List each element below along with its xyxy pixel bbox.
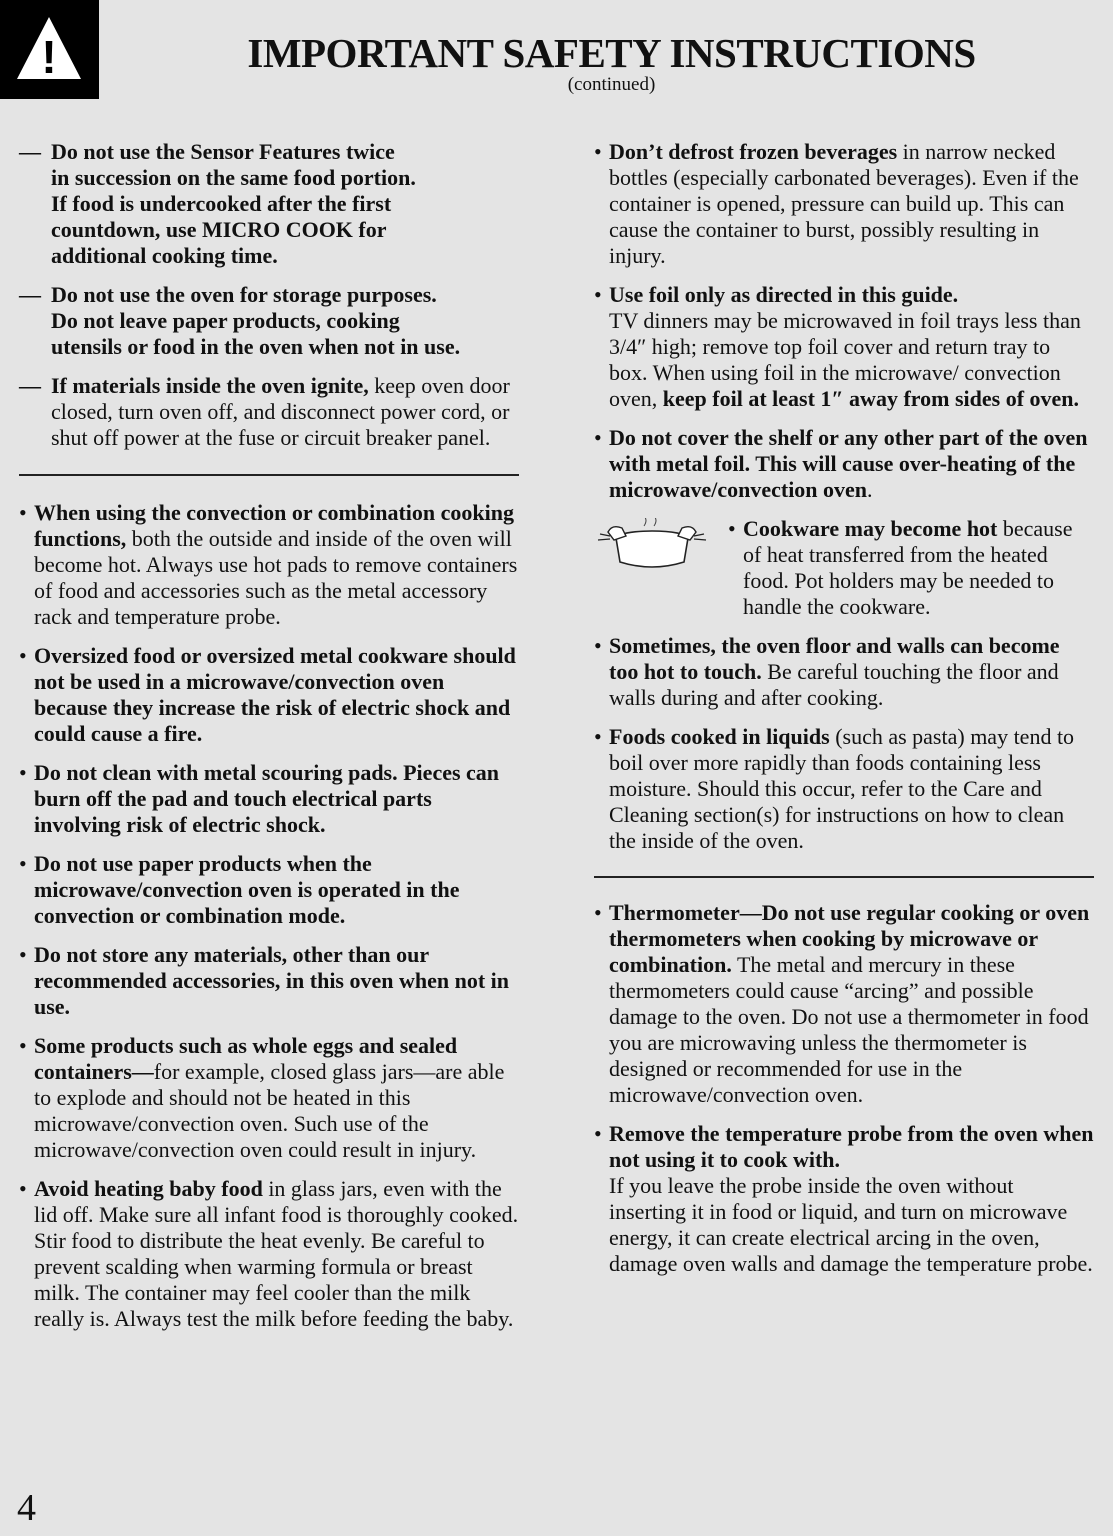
bullet-text: Be careful touching the floor and walls during and after cooking. (609, 659, 1059, 710)
bullet-oversized-food (19, 643, 519, 747)
hot-pot-icon (596, 518, 708, 570)
section-divider (19, 474, 519, 476)
bullet-convection-hot (19, 500, 519, 630)
bullet-mark: • (594, 1121, 602, 1146)
bullet-mark: • (19, 942, 27, 967)
bullet-store-materials (19, 942, 519, 1020)
bullet-text: in glass jars, even with the lid off. Make sure all infant food is thoroughly cooked. Stir food to distribute the heat evenly. Be careful to prevent scalding when warming formula or breast milk. The container may feel cooler than the milk really is. Always test the milk before feeding the baby. (34, 1176, 519, 1331)
dash-mark: — (19, 373, 41, 398)
warning-symbol: ! (41, 31, 57, 83)
dash-item-ignite (19, 373, 519, 451)
bullet-mark: • (594, 425, 602, 450)
warning-badge (0, 0, 99, 99)
bullet-bold: Avoid heating baby food (34, 1176, 263, 1201)
bullet-mark: • (594, 724, 602, 749)
dash-line: additional cooking time. (51, 243, 278, 268)
bullet-bold: Foods cooked in liquids (609, 724, 830, 749)
bullet-text: The metal and mercury in these thermometers could cause “arcing” and possible damage to the oven. Do not use a thermometer in food you are microwaving unless the thermometer is designed or recommended for use in the microwave/convection oven. (609, 952, 1089, 1107)
bullet-foods-in-liquids (594, 724, 1094, 854)
bullet-bold-trailing: keep foil at least 1″ away from sides of oven. (662, 386, 1080, 411)
bullet-bold: Use foil only as directed in this guide. (609, 282, 959, 307)
bullet-bold: Oversized food or oversized metal cookware should not be used in a microwave/convection oven because they increase the risk of electric shock and could cause a fire. (34, 643, 516, 746)
bullet-mark: • (19, 851, 27, 876)
bullet-baby-food (19, 1176, 519, 1332)
bullet-paper-products (19, 851, 519, 929)
bullet-sealed-containers (19, 1033, 519, 1163)
bullet-text: in narrow necked bottles (especially carbonated beverages). Even if the container is opened, pressure can build up. This can cause the container to burst, possibly resulting in injury. (609, 139, 1079, 268)
bullet-bold: Don’t defrost frozen beverages (609, 139, 898, 164)
section-divider (594, 876, 1094, 878)
bullet-mark: • (19, 1176, 27, 1201)
dash-line: Do not use the Sensor Features twice (51, 139, 395, 164)
dash-mark: — (19, 282, 41, 307)
bullet-bold: Cookware may become hot (743, 516, 998, 541)
bullet-text: (such as pasta) may tend to boil over more rapidly than foods containing less moisture. Should this occur, refer to the Care and Cleaning section(s) for instructions on how to clean the inside of the oven. (609, 724, 1075, 853)
page-subtitle: (continued) (567, 74, 656, 95)
bullet-bold: When using the convection or combination cooking functions, (34, 500, 514, 551)
bullet-bold: Some products such as whole eggs and sealed containers— (34, 1033, 458, 1084)
bullet-mark: • (594, 900, 602, 925)
bullet-mark: • (19, 1033, 27, 1058)
bullet-bold: Thermometer—Do not use regular cooking or oven thermometers when cooking by microwave or combination. (609, 900, 1090, 977)
warning-triangle-icon (15, 15, 83, 83)
bullet-text: . (867, 477, 873, 502)
page-title: IMPORTANT SAFETY INSTRUCTIONS (247, 30, 976, 76)
bullet-text: If you leave the probe inside the oven without inserting it in food or liquid, and turn on microwave energy, it can create electrical arcing in the oven, damage oven walls and damage the temperature probe. (609, 1173, 1093, 1276)
bullet-text: because of heat transferred from the heated food. Pot holders may be needed to handle the cookware. (743, 516, 1073, 619)
bullet-foil (594, 282, 1094, 412)
dash-item-sensor (19, 139, 519, 269)
bullet-text: TV dinners may be microwaved in foil trays less than 3/4″ high; remove top foil cover and return tray to box. When using foil in the microwave/ convection oven, (609, 308, 1081, 411)
dash-mark: — (19, 139, 41, 164)
dash-item-storage (19, 282, 519, 360)
bullet-floor-walls-hot (594, 633, 1094, 711)
page-number: 4 (17, 1487, 36, 1529)
left-column (19, 139, 519, 1345)
dash-bold: If materials inside the oven ignite, (51, 373, 369, 398)
dash-line: in succession on the same food portion. (51, 165, 416, 190)
dash-text: keep oven door closed, turn oven off, and disconnect power cord, or shut off power at the fuse or circuit breaker panel. (51, 373, 510, 450)
bullet-text: for example, closed glass jars—are able to explode and should not be heated in this microwave/convection oven. Such use of the microwave/convection oven could result in injury. (34, 1059, 505, 1162)
bullet-scouring-pads (19, 760, 519, 838)
bullet-temperature-probe (594, 1121, 1094, 1277)
bullet-mark: • (594, 282, 602, 307)
bullet-mark: • (19, 760, 27, 785)
dash-line: utensils or food in the oven when not in use. (51, 334, 461, 359)
bullet-mark: • (728, 516, 736, 541)
bullet-mark: • (19, 643, 27, 668)
bullet-text: both the outside and inside of the oven will become hot. Always use hot pads to remove containers of food and accessories such as the metal accessory rack and temperature probe. (34, 526, 518, 629)
cookware-hot-note (594, 516, 1094, 620)
bullet-thermometer (594, 900, 1094, 1108)
dash-line: countdown, use MICRO COOK for (51, 217, 387, 242)
bullet-bold: Remove the temperature probe from the oven when not using it to cook with. (609, 1121, 1094, 1172)
bullet-mark: • (594, 139, 602, 164)
bullet-bold: Do not cover the shelf or any other part of the oven with metal foil. This will cause over-heating of the microwave/convection oven (609, 425, 1088, 502)
bullet-bold: Sometimes, the oven floor and walls can become too hot to touch. (609, 633, 1060, 684)
bullet-bold: Do not store any materials, other than our recommended accessories, in this oven when not in use. (34, 942, 510, 1019)
dash-line: Do not leave paper products, cooking (51, 308, 400, 333)
dash-line: If food is undercooked after the first (51, 191, 392, 216)
bullet-bold: Do not clean with metal scouring pads. Pieces can burn off the pad and touch electrical parts involving risk of electric shock. (34, 760, 500, 837)
bullet-metal-foil-shelf (594, 425, 1094, 503)
bullet-frozen-beverages (594, 139, 1094, 269)
dash-line: Do not use the oven for storage purposes. (51, 282, 437, 307)
page-header (110, 30, 1113, 95)
bullet-bold: Do not use paper products when the microwave/convection oven is operated in the convection or combination mode. (34, 851, 460, 928)
right-column (594, 139, 1094, 1290)
bullet-mark: • (19, 500, 27, 525)
bullet-mark: • (594, 633, 602, 658)
